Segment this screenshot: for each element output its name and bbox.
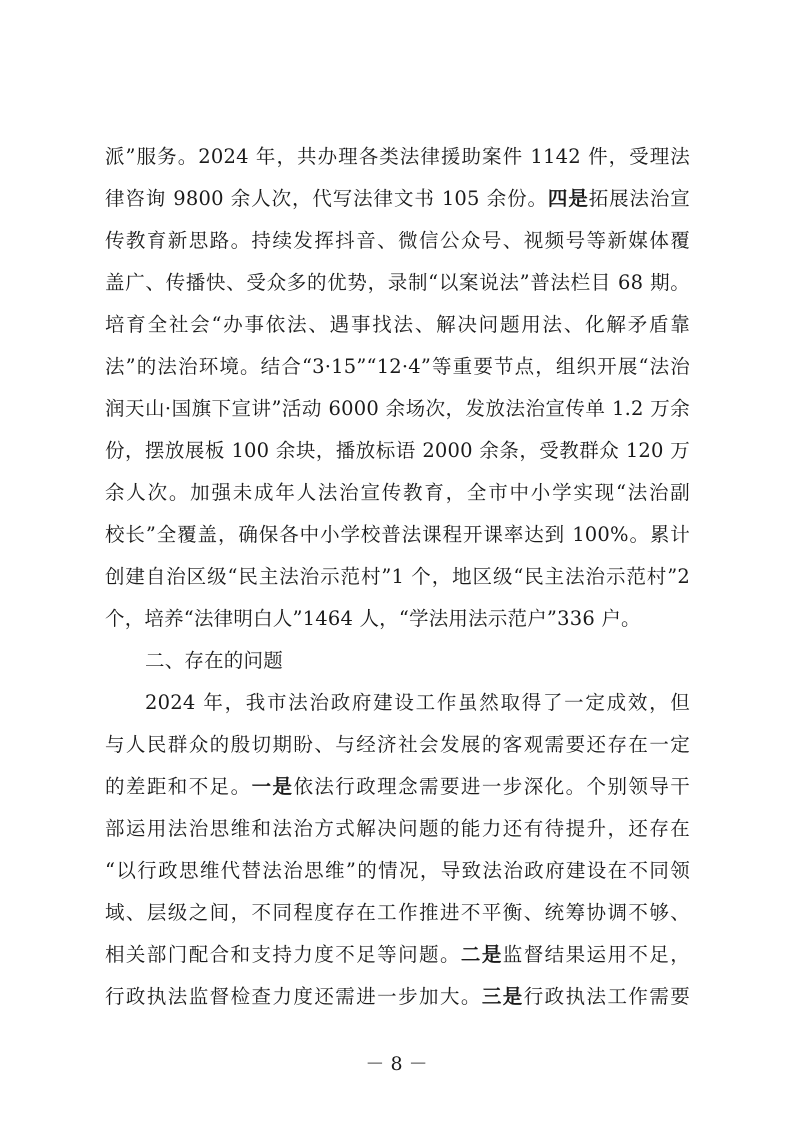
body-line: 培育全社会“办事依法、遇事找法、解决问题用法、化解矛盾靠 [105,313,690,336]
body-line: 法”的法治环境。结合“3·15”“12·4”等重要节点，组织开展“法治 [105,355,690,378]
body-line: 校长”全覆盖，确保各中小学校普法课程开课率达到 100%。累计 [105,523,690,546]
page-number: － 8 － [365,1053,428,1075]
body-line: 律咨询 9800 余人次，代写法律文书 105 余份。四是拓展法治宣 [105,187,690,210]
bold-enumerator: 二是 [460,943,503,966]
body-line: 域、层级之间，不同程度存在工作推进不平衡、统筹协调不够、 [105,901,690,924]
bold-enumerator: 三是 [481,985,524,1008]
section-heading: 二、存在的问题 [145,649,283,672]
body-line: 部运用法治思维和法治方式解决问题的能力还有待提升，还存在 [105,817,690,840]
body-line: 个，培养“法律明白人”1464 人，“学法用法示范户”336 户。 [105,607,641,630]
body-line: 行政执法监督检查力度还需进一步加大。三是行政执法工作需要 [105,985,690,1008]
bold-enumerator: 四是 [547,187,589,210]
body-line: 与人民群众的殷切期盼、与经济社会发展的客观需要还存在一定 [105,733,690,756]
body-line: 2024 年，我市法治政府建设工作虽然取得了一定成效，但 [145,691,690,714]
body-line: 传教育新思路。持续发挥抖音、微信公众号、视频号等新媒体覆 [105,229,690,252]
body-line: 余人次。加强未成年人法治宣传教育，全市中小学实现“法治副 [105,481,690,504]
body-line: 润天山·国旗下宣讲”活动 6000 余场次，发放法治宣传单 1.2 万余 [105,397,690,420]
body-line: 盖广、传播快、受众多的优势，录制“以案说法”普法栏目 68 期。 [105,271,690,294]
body-line: “以行政思维代替法治思维”的情况，导致法治政府建设在不同领 [105,859,690,882]
body-line: 派”服务。2024 年，共办理各类法律援助案件 1142 件，受理法 [105,145,690,168]
body-line: 的差距和不足。一是依法行政理念需要进一步深化。个别领导干 [105,775,690,798]
body-line: 份，摆放展板 100 余块，播放标语 2000 余条，受教群众 120 万 [105,439,690,462]
body-line: 相关部门配合和支持力度不足等问题。二是监督结果运用不足， [105,943,690,966]
bold-enumerator: 一是 [251,775,294,798]
body-line: 创建自治区级“民主法治示范村”1 个，地区级“民主法治示范村”2 [105,565,690,588]
